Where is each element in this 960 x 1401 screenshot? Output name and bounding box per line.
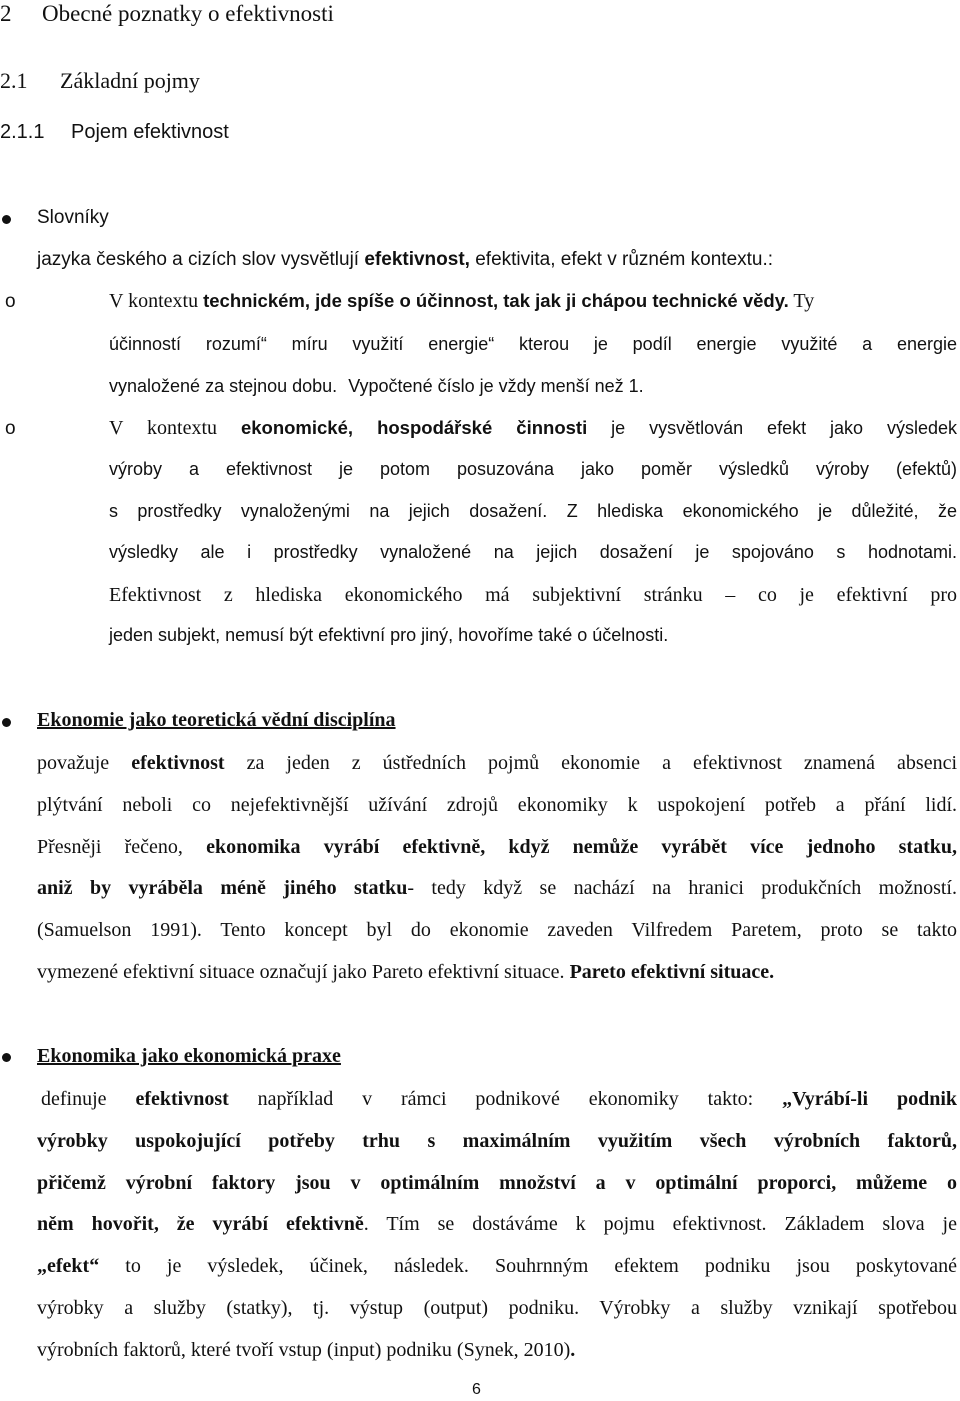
section2-title: Ekonomie jako teoretická vědní disciplína: [37, 709, 396, 731]
sub-bullet-icon: o: [5, 418, 16, 439]
section2-line3: Přesněji řečeno, ekonomika vyrábí efektivně, když nemůže vyrábět více jednoho statku,: [37, 836, 957, 858]
item1-line3: vynaložené za stejnou dobu. Vypočtené číslo je vždy menší než 1.: [109, 376, 644, 396]
page-number: 6: [472, 1381, 481, 1398]
sub-bullet-icon: o: [5, 291, 16, 312]
section2-line1: považuje efektivnost za jeden z ústředních pojmů ekonomie a efektivnost znamená absenci: [37, 752, 958, 774]
section3-line3: přičemž výrobní faktory jsou v optimálním množství a v optimální proporci, můžeme o: [37, 1172, 957, 1194]
heading-2: [0, 68, 200, 94]
item1-line1: V kontextu technickém, jde spíše o účinnost, tak jak ji chápou technické vědy. Ty: [109, 290, 815, 312]
item1-line2: účinností rozumí“ míru využití energie“ kterou je podíl energie využité a energie: [109, 334, 957, 354]
section3-line2: výrobky uspokojující potřeby trhu s maximálním využitím všech výrobních faktorů,: [37, 1130, 957, 1152]
section3-line6: výrobky a služby (statky), tj. výstup (output) podniku. Výrobky a služby vznikají spotřebou: [37, 1297, 957, 1319]
bullet-icon: [2, 718, 11, 727]
heading-3: [0, 121, 229, 144]
item2-line6: jeden subjekt, nemusí být efektivní pro jiný, hovoříme také o účelnosti.: [109, 625, 669, 645]
section3-line1: definuje efektivnost například v rámci podnikové ekonomiky takto: „Vyrábí-li podnik: [41, 1088, 957, 1110]
section2-line2: plýtvání neboli co nejefektivnější užívání zdrojů ekonomiky k uspokojení potřeb a přání lidí.: [37, 794, 957, 816]
section2-line5: (Samuelson 1991). Tento koncept byl do ekonomie zaveden Vilfredem Paretem, proto se takto: [37, 919, 957, 941]
section2-line6: vymezené efektivní situace označují jako Pareto efektivní situace. Pareto efektivní situace.: [37, 961, 775, 983]
section3-line4: něm hovořit, že vyrábí efektivně. Tím se dostáváme k pojmu efektivnost. Základem slova je: [37, 1213, 957, 1235]
section3-title: Ekonomika jako ekonomická praxe: [37, 1045, 341, 1067]
heading-3-title: Pojem efektivnost: [71, 121, 229, 143]
heading-1-title: Obecné poznatky o efektivnosti: [42, 1, 334, 26]
section1-intro: jazyka českého a cizích slov vysvětlují efektivnost, efektivita, efekt v různém kontextu.:: [37, 249, 774, 270]
section1-title: Slovníky: [37, 207, 109, 228]
item2-line2: výroby a efektivnost je potom posuzována jako poměr výsledků výroby (efektů): [109, 459, 957, 479]
heading-2-title: Základní pojmy: [60, 68, 200, 93]
section3-line5: „efekt“ to je výsledek, účinek, následek. Souhrnným efektem podniku jsou poskytované: [37, 1255, 957, 1277]
item2-line4: výsledky ale i prostředky vynaložené na jejich dosažení je spojováno s hodnotami.: [109, 542, 957, 562]
bullet-icon: [2, 1053, 11, 1062]
section2-line4: aniž by vyráběla méně jiného statku- tedy když se nachází na hranici produkčních možností.: [37, 877, 957, 899]
heading-3-number: 2.1.1: [0, 121, 45, 143]
item2-line3: s prostředky vynaloženými na jejich dosažení. Z hlediska ekonomického je důležité, že: [109, 501, 957, 521]
heading-2-number: 2.1: [0, 68, 28, 93]
item2-line5: Efektivnost z hlediska ekonomického má subjektivní stránku – co je efektivní pro: [109, 584, 957, 606]
item2-line1: V kontextu ekonomické, hospodářské činnosti je vysvětlován efekt jako výsledek: [109, 417, 957, 439]
section3-line7: výrobních faktorů, které tvoří vstup (input) podniku (Synek, 2010).: [37, 1339, 576, 1361]
bullet-icon: [2, 215, 11, 224]
heading-1: [0, 1, 334, 27]
heading-1-number: 2: [0, 1, 12, 26]
